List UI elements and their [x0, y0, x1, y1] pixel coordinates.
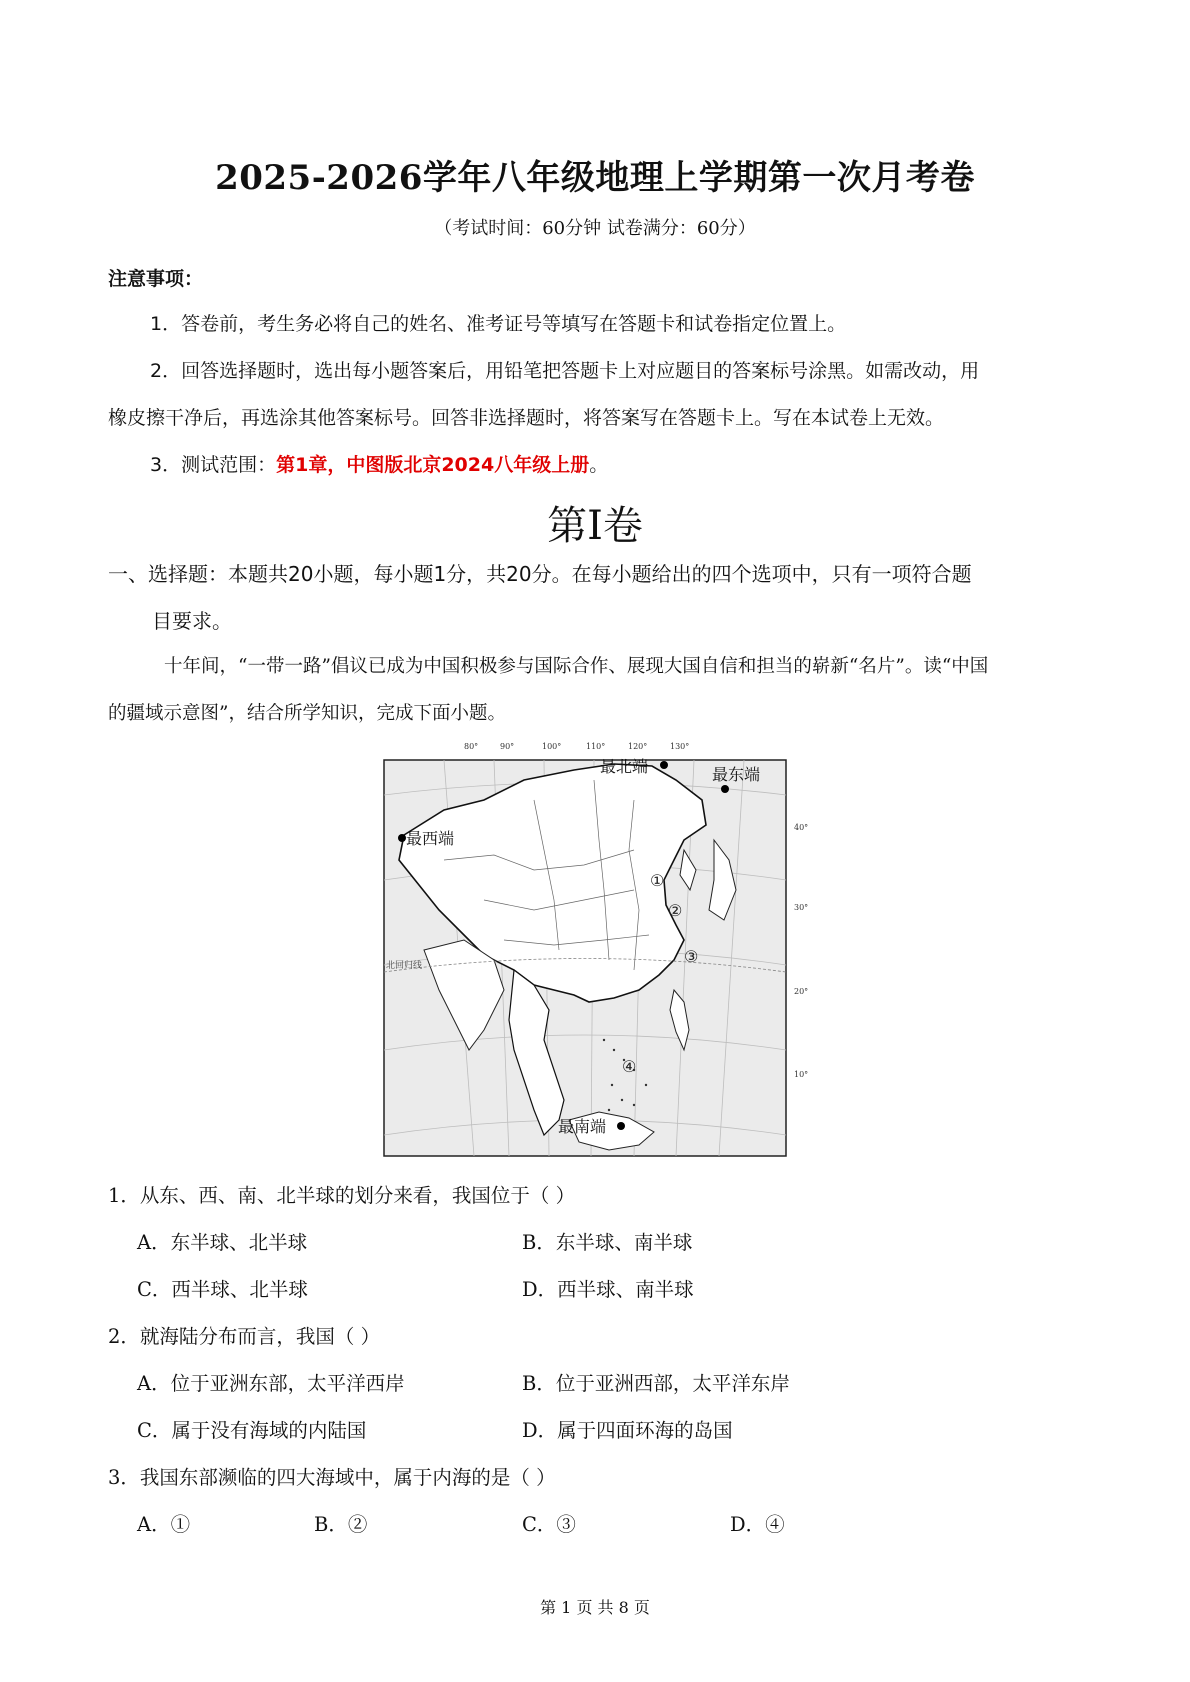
sea-marker-3: ③ — [684, 947, 699, 966]
q1-option-c[interactable]: C．西半球、北半球 — [137, 1278, 308, 1301]
q3-option-a[interactable]: A．① — [137, 1513, 191, 1536]
section-heading-line2: 目要求。 — [152, 609, 232, 633]
east-point-marker — [721, 785, 729, 793]
intro-line2: 的疆域示意图”，结合所学知识，完成下面小题。 — [108, 703, 506, 724]
lat-label-20: 20° — [794, 987, 809, 996]
east-point-label: 最东端 — [712, 765, 761, 784]
lon-label-100: 100° — [542, 742, 562, 751]
west-point-marker — [398, 834, 406, 842]
west-point-label: 最西端 — [406, 829, 455, 848]
q3-option-d[interactable]: D．④ — [730, 1513, 785, 1536]
notice-item-1: 1．答卷前，考生务必将自己的姓名、准考证号等填写在答题卡和试卷指定位置上。 — [150, 313, 847, 335]
south-point-label: 最南端 — [558, 1117, 607, 1136]
lat-label-10: 10° — [794, 1070, 809, 1079]
lat-label-40: 40° — [794, 823, 809, 832]
north-point-label: 最北端 — [600, 757, 649, 776]
lon-label-80: 80° — [464, 742, 479, 751]
lon-label-130: 130° — [670, 742, 690, 751]
section-heading-line1: 一、选择题：本题共20小题，每小题1分，共20分。在每小题给出的四个选项中，只有一项符合题 — [108, 562, 972, 586]
notice-item-2-line1: 2．回答选择题时，选出每小题答案后，用铅笔把答题卡上对应题目的答案标号涂黑。如需改动，用 — [150, 360, 980, 382]
lon-label-120: 120° — [628, 742, 648, 751]
q3-option-b[interactable]: B．② — [314, 1513, 368, 1536]
south-point-marker — [617, 1122, 625, 1130]
tropic-label: 北回归线 — [386, 961, 423, 971]
q2-option-d[interactable]: D．属于四面环海的岛国 — [522, 1419, 733, 1442]
exam-title: 2025-2026学年八年级地理上学期第一次月考卷 — [215, 158, 975, 198]
q1-option-b[interactable]: B．东半球、南半球 — [522, 1231, 693, 1254]
question-1-stem: 1．从东、西、南、北半球的划分来看，我国位于（ ） — [108, 1184, 576, 1207]
notice-item-3 — [150, 450, 1130, 477]
lon-label-110: 110° — [586, 742, 606, 751]
notice-item-3-prefix: 3．测试范围： — [150, 454, 277, 476]
notice-item-3-suffix: 。 — [589, 454, 609, 476]
q3-option-c[interactable]: C．③ — [522, 1513, 576, 1536]
question-2-stem: 2．就海陆分布而言，我国（ ） — [108, 1325, 381, 1348]
sea-marker-4: ④ — [622, 1057, 637, 1076]
q2-option-c[interactable]: C．属于没有海域的内陆国 — [137, 1419, 367, 1442]
notice-heading: 注意事项： — [108, 268, 204, 290]
q1-option-a[interactable]: A．东半球、北半球 — [137, 1231, 308, 1254]
china-territory-map — [384, 740, 809, 1159]
lon-label-90: 90° — [500, 742, 515, 751]
volume-title: 第I卷 — [547, 503, 643, 549]
north-point-marker — [660, 761, 668, 769]
notice-item-2-line2: 橡皮擦干净后，再选涂其他答案标号。回答非选择题时，将答案写在答题卡上。写在本试卷上无效。 — [108, 407, 945, 429]
lat-label-30: 30° — [794, 903, 809, 912]
q2-option-b[interactable]: B．位于亚洲西部，太平洋东岸 — [522, 1372, 790, 1395]
q2-option-a[interactable]: A．位于亚洲东部，太平洋西岸 — [137, 1372, 405, 1395]
question-3-stem: 3．我国东部濒临的四大海域中，属于内海的是（ ） — [108, 1466, 556, 1489]
exam-subtitle: （考试时间：60分钟 试卷满分：60分） — [434, 218, 756, 239]
q1-option-d[interactable]: D．西半球、南半球 — [522, 1278, 694, 1301]
sea-marker-1: ① — [650, 871, 665, 890]
intro-line1: 十年间，“一带一路”倡议已成为中国积极参与国际合作、展现大国自信和担当的崭新“名片”。读“中国 — [164, 656, 989, 677]
sea-marker-2: ② — [668, 901, 683, 920]
test-scope: 第1章，中图版北京2024八年级上册 — [276, 454, 590, 476]
page-footer: 第 1 页 共 8 页 — [540, 1598, 650, 1617]
